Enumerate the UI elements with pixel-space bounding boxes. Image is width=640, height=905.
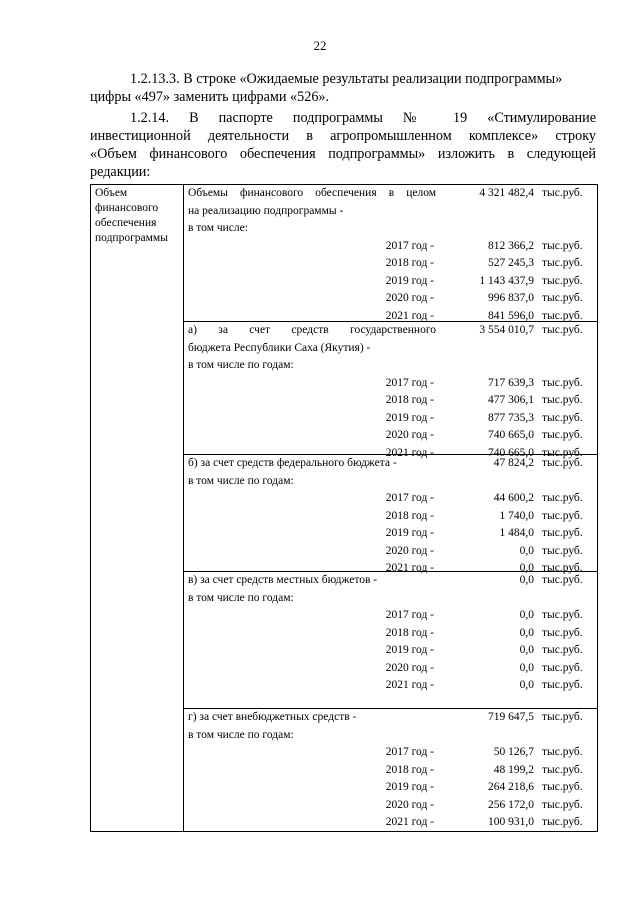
year-label: 2019 год - <box>385 274 434 287</box>
table-section <box>184 185 597 325</box>
year-value: 740 665,0 <box>488 429 534 441</box>
year-label: 2021 год - <box>385 679 434 691</box>
table-section <box>184 321 597 462</box>
year-unit: тыс.руб. <box>542 492 583 504</box>
year-label: 2017 год - <box>385 609 434 621</box>
year-unit: тыс.руб. <box>542 763 583 776</box>
table-row <box>184 744 597 762</box>
table-left-label <box>91 185 184 831</box>
table-row <box>184 375 597 393</box>
year-unit: тыс.руб. <box>542 429 583 441</box>
section-title <box>188 572 436 607</box>
paragraph-1-2-13-3 <box>90 70 596 106</box>
year-unit: тыс.руб. <box>542 394 583 406</box>
year-unit: тыс.руб. <box>542 562 583 574</box>
table-section <box>184 454 597 578</box>
year-label: 2021 год - <box>385 309 434 322</box>
table-section <box>184 571 597 695</box>
year-label: 2019 год - <box>385 411 434 424</box>
paragraph-1-2-14 <box>90 109 596 181</box>
year-value: 740 665,0 <box>488 446 534 459</box>
label-line: Объем <box>95 187 128 199</box>
table-row <box>184 625 597 643</box>
table-row <box>184 814 597 832</box>
year-label: 2017 год - <box>385 746 434 758</box>
year-value: 0,0 <box>519 661 534 674</box>
section-title-line: в том числе по годам: <box>188 474 294 487</box>
year-unit: тыс.руб. <box>542 661 583 674</box>
table-row <box>184 255 597 273</box>
paragraph-line: редакции: <box>90 164 151 180</box>
year-unit: тыс.руб. <box>542 411 583 424</box>
year-unit: тыс.руб. <box>542 679 583 691</box>
paragraph-line: цифры «497» заменить цифрами «526». <box>90 89 330 105</box>
year-label: 2018 год - <box>385 626 434 639</box>
year-value: 264 218,6 <box>488 781 534 793</box>
year-unit: тыс.руб. <box>542 609 583 621</box>
year-unit: тыс.руб. <box>542 746 583 758</box>
paragraph-line: 1.2.14. В паспорте подпрограммы № 19 «Стимулирование <box>130 110 596 126</box>
year-unit: тыс.руб. <box>542 544 583 557</box>
paragraph-line: «Объем финансового обеспечения подпрограммы» изложить в следующей <box>90 146 596 162</box>
section-title-line: в том числе по годам: <box>188 728 294 741</box>
table-row <box>184 410 597 428</box>
year-value: 0,0 <box>519 644 534 656</box>
year-label: 2017 год - <box>385 376 434 389</box>
year-label: 2020 год - <box>385 544 434 557</box>
section-title <box>188 322 436 375</box>
year-label: 2021 год - <box>385 446 434 459</box>
table-row <box>184 290 597 308</box>
section-total: 719 647,5 <box>488 711 534 723</box>
year-unit: тыс.руб. <box>542 239 583 252</box>
section-total-unit: тыс.руб. <box>542 574 583 586</box>
year-unit: тыс.руб. <box>542 798 583 811</box>
year-label: 2018 год - <box>385 257 434 269</box>
year-unit: тыс.руб. <box>542 626 583 639</box>
year-value: 44 600,2 <box>493 492 534 504</box>
year-label: 2019 год - <box>385 644 434 656</box>
section-header <box>184 322 597 375</box>
section-total: 4 321 482,4 <box>479 187 534 199</box>
year-unit: тыс.руб. <box>542 509 583 522</box>
year-unit: тыс.руб. <box>542 644 583 656</box>
table-row <box>184 490 597 508</box>
table-row <box>184 392 597 410</box>
table-row <box>184 427 597 445</box>
year-value: 717 639,3 <box>488 376 534 389</box>
year-value: 0,0 <box>519 679 534 691</box>
table-row <box>184 543 597 561</box>
year-value: 841 596,0 <box>488 309 534 322</box>
table-row <box>184 797 597 815</box>
year-value: 48 199,2 <box>493 763 534 776</box>
year-value: 256 172,0 <box>488 798 534 811</box>
label-line: финансового <box>95 202 159 214</box>
year-label: 2017 год - <box>385 492 434 504</box>
section-total: 47 824,2 <box>493 457 534 469</box>
funding-table <box>90 184 598 832</box>
table-row <box>184 779 597 797</box>
section-total-unit: тыс.руб. <box>542 324 583 336</box>
label-line: подпрограммы <box>95 232 168 244</box>
year-label: 2020 год - <box>385 429 434 441</box>
year-label: 2018 год - <box>385 394 434 406</box>
section-title <box>188 455 436 490</box>
year-unit: тыс.руб. <box>542 816 583 828</box>
year-unit: тыс.руб. <box>542 257 583 269</box>
year-value: 0,0 <box>519 562 534 574</box>
year-value: 1 143 437,9 <box>479 274 534 287</box>
year-label: 2020 год - <box>385 661 434 674</box>
year-unit: тыс.руб. <box>542 376 583 389</box>
year-value: 527 245,3 <box>488 257 534 269</box>
table-row <box>184 762 597 780</box>
year-unit: тыс.руб. <box>542 527 583 539</box>
year-label: 2020 год - <box>385 798 434 811</box>
section-title <box>188 709 436 744</box>
year-value: 1 484,0 <box>499 527 534 539</box>
section-title-line: на реализацию подпрограммы - <box>188 204 344 217</box>
year-label: 2018 год - <box>385 763 434 776</box>
section-total-unit: тыс.руб. <box>542 711 583 723</box>
year-value: 100 931,0 <box>488 816 534 828</box>
section-title-line: г) за счет внебюджетных средств - <box>188 711 357 723</box>
table-row <box>184 508 597 526</box>
table-row <box>184 238 597 256</box>
paragraph-line: инвестиционной деятельности в агропромышленном комплексе» строку <box>90 128 596 144</box>
page-number: 22 <box>313 38 327 53</box>
year-value: 477 306,1 <box>488 394 534 406</box>
section-total-unit: тыс.руб. <box>542 457 583 469</box>
year-value: 996 837,0 <box>488 292 534 304</box>
year-label: 2021 год - <box>385 816 434 828</box>
year-label: 2019 год - <box>385 781 434 793</box>
table-row <box>184 607 597 625</box>
section-title-line: б) за счет средств федерального бюджета - <box>188 457 397 469</box>
year-value: 0,0 <box>519 544 534 557</box>
section-header <box>184 572 597 607</box>
year-label: 2017 год - <box>385 239 434 252</box>
year-label: 2019 год - <box>385 527 434 539</box>
table-row <box>184 273 597 291</box>
section-header <box>184 185 597 238</box>
year-label: 2020 год - <box>385 292 434 304</box>
table-row <box>184 642 597 660</box>
year-label: 2021 год - <box>385 562 434 574</box>
year-unit: тыс.руб. <box>542 274 583 287</box>
section-title-line: в том числе по годам: <box>188 359 294 371</box>
year-value: 812 366,2 <box>488 239 534 252</box>
year-unit: тыс.руб. <box>542 292 583 304</box>
year-unit: тыс.руб. <box>542 446 583 459</box>
section-header <box>184 709 597 744</box>
section-header <box>184 455 597 490</box>
table-row <box>184 660 597 678</box>
section-title-line: бюджета Республики Саха (Якутия) - <box>188 341 371 354</box>
year-value: 877 735,3 <box>488 411 534 424</box>
year-value: 0,0 <box>519 626 534 639</box>
section-title <box>188 185 436 238</box>
table-row <box>184 525 597 543</box>
year-value: 50 126,7 <box>493 746 534 758</box>
table-row <box>184 677 597 695</box>
label-line: обеспечения <box>95 217 157 229</box>
paragraph-line: 1.2.13.3. В строке «Ожидаемые результаты реализации подпрограммы» <box>130 71 563 87</box>
year-unit: тыс.руб. <box>542 309 583 322</box>
year-unit: тыс.руб. <box>542 781 583 793</box>
section-title-line: в том числе: <box>188 222 248 234</box>
section-total: 3 554 010,7 <box>479 324 534 336</box>
section-title-line: в) за счет средств местных бюджетов - <box>188 574 378 586</box>
section-title-line: в том числе по годам: <box>188 591 294 604</box>
year-label: 2018 год - <box>385 509 434 522</box>
section-title-line: а) за счет средств государственного <box>188 324 436 336</box>
year-value: 0,0 <box>519 609 534 621</box>
section-total-unit: тыс.руб. <box>542 187 583 199</box>
section-total: 0,0 <box>519 574 534 586</box>
section-title-line: Объемы финансового обеспечения в целом <box>188 187 436 199</box>
year-value: 1 740,0 <box>499 509 534 522</box>
table-section <box>184 708 597 832</box>
